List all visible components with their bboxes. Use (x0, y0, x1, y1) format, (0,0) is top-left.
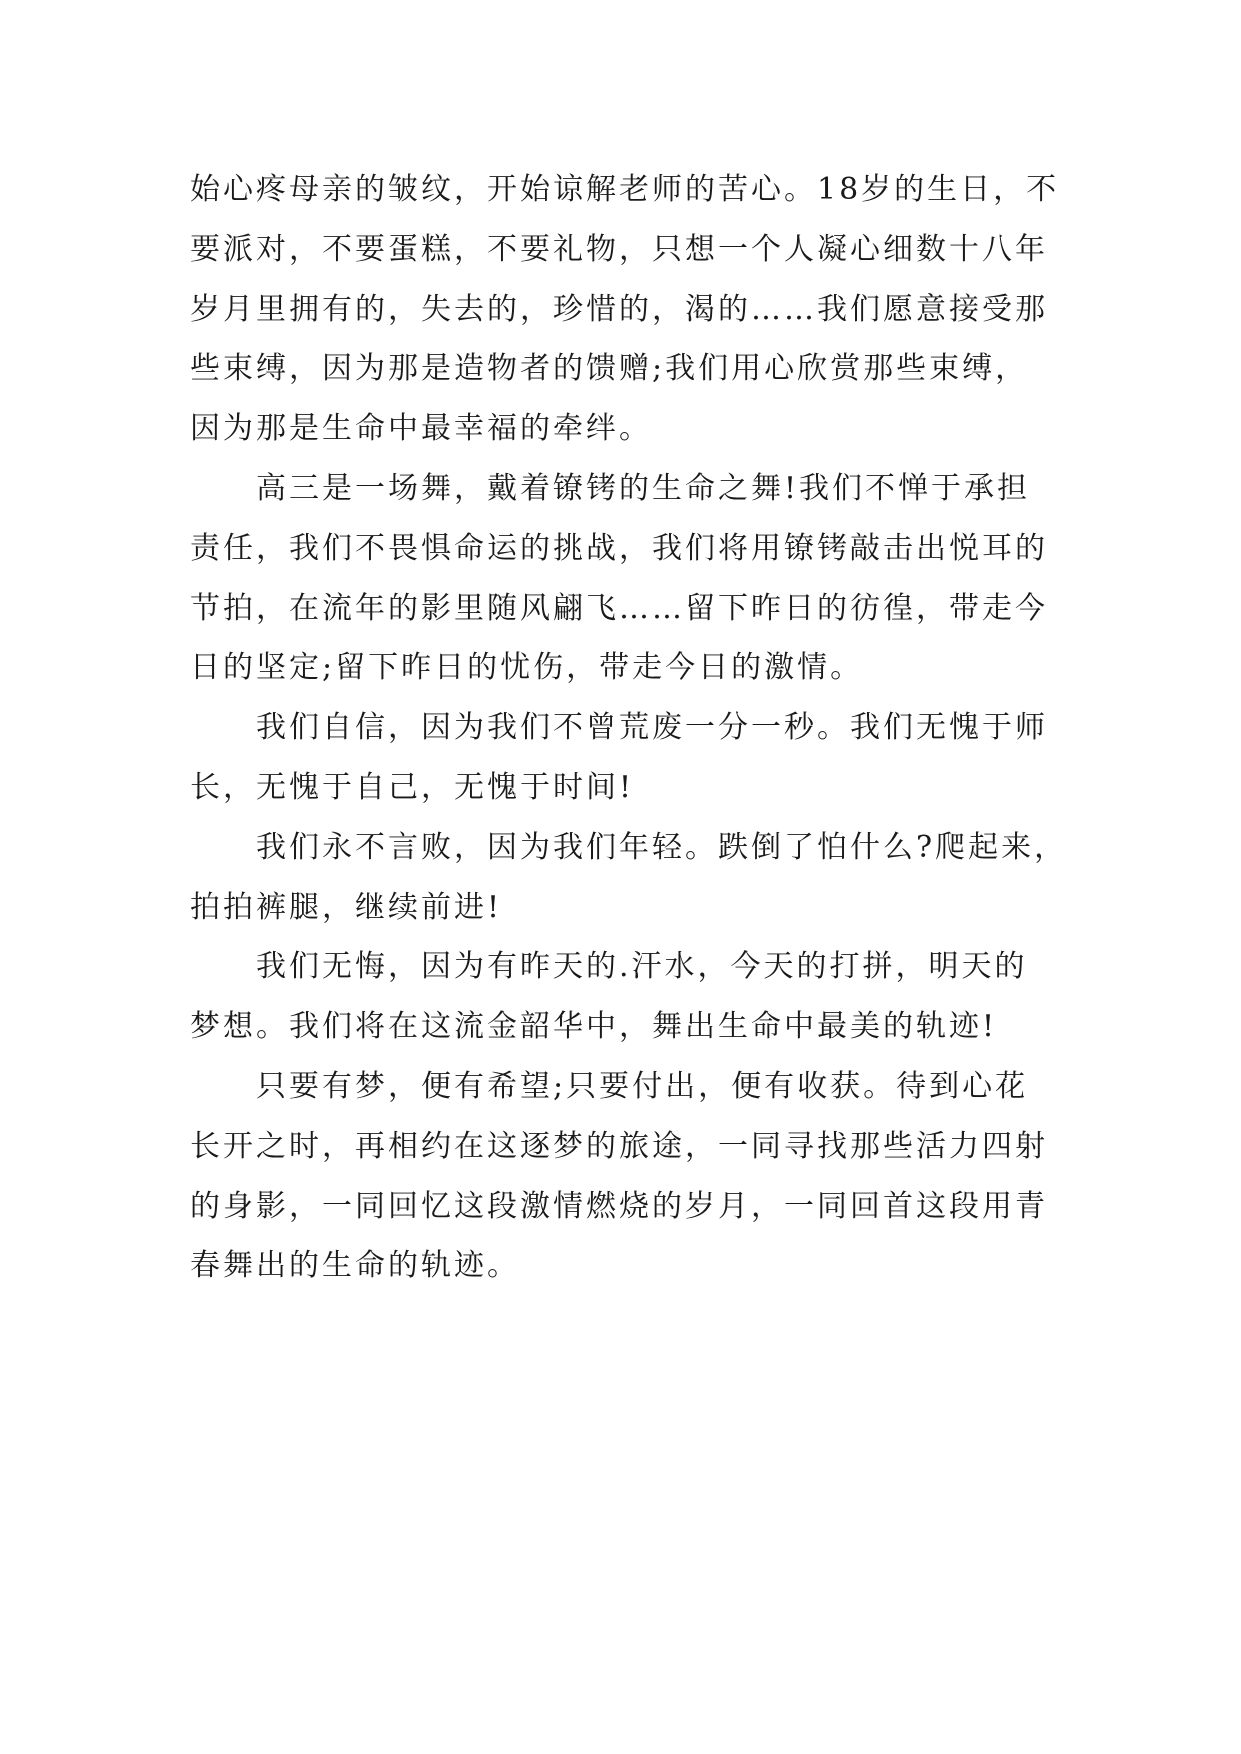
text-line: 责任，我们不畏惧命运的挑战，我们将用镣铐敲击出悦耳的 (190, 530, 1048, 566)
text-line: 日的坚定;留下昨日的忧伤，带走今日的激情。 (190, 650, 864, 686)
paragraph-start-line: 我们永不言败，因为我们年轻。跌倒了怕什么?爬起来， (256, 829, 1068, 865)
paragraph-start-line: 我们自信，因为我们不曾荒废一分一秒。我们无愧于师 (256, 710, 1048, 746)
text-line: 要派对，不要蛋糕，不要礼物，只想一个人凝心细数十八年 (190, 231, 1048, 267)
text-line: 春舞出的生命的轨迹。 (190, 1248, 520, 1284)
text-line: 因为那是生命中最幸福的牵绊。 (190, 411, 652, 447)
essay-body (190, 160, 1068, 1296)
text-line: 节拍，在流年的影里随风翩飞……留下昨日的彷徨，带走今 (190, 590, 1048, 626)
paragraph-start-line: 高三是一场舞，戴着镣铐的生命之舞!我们不惮于承担 (256, 470, 1031, 506)
text-line: 的身影，一同回忆这段激情燃烧的岁月，一同回首这段用青 (190, 1188, 1048, 1224)
text-line: 始心疼母亲的皱纹，开始谅解老师的苦心。18岁的生日，不 (190, 172, 1060, 207)
paragraph-start-line: 只要有梦，便有希望;只要付出，便有收获。待到心花 (256, 1068, 1029, 1104)
text-line: 岁月里拥有的，失去的，珍惜的，渴的……我们愿意接受那 (190, 291, 1048, 327)
text-line: 长开之时，再相约在这逐梦的旅途，一同寻找那些活力四射 (190, 1128, 1048, 1164)
text-line: 长，无愧于自己，无愧于时间! (190, 769, 635, 805)
text-line: 拍拍裤腿，继续前进! (190, 889, 503, 925)
paragraph-start-line: 我们无悔，因为有昨天的.汗水，今天的打拼，明天的 (256, 949, 1028, 985)
text-line: 些束缚，因为那是造物者的馈赠;我们用心欣赏那些束缚， (190, 351, 1029, 387)
text-line: 梦想。我们将在这流金韶华中，舞出生命中最美的轨迹! (190, 1009, 998, 1045)
